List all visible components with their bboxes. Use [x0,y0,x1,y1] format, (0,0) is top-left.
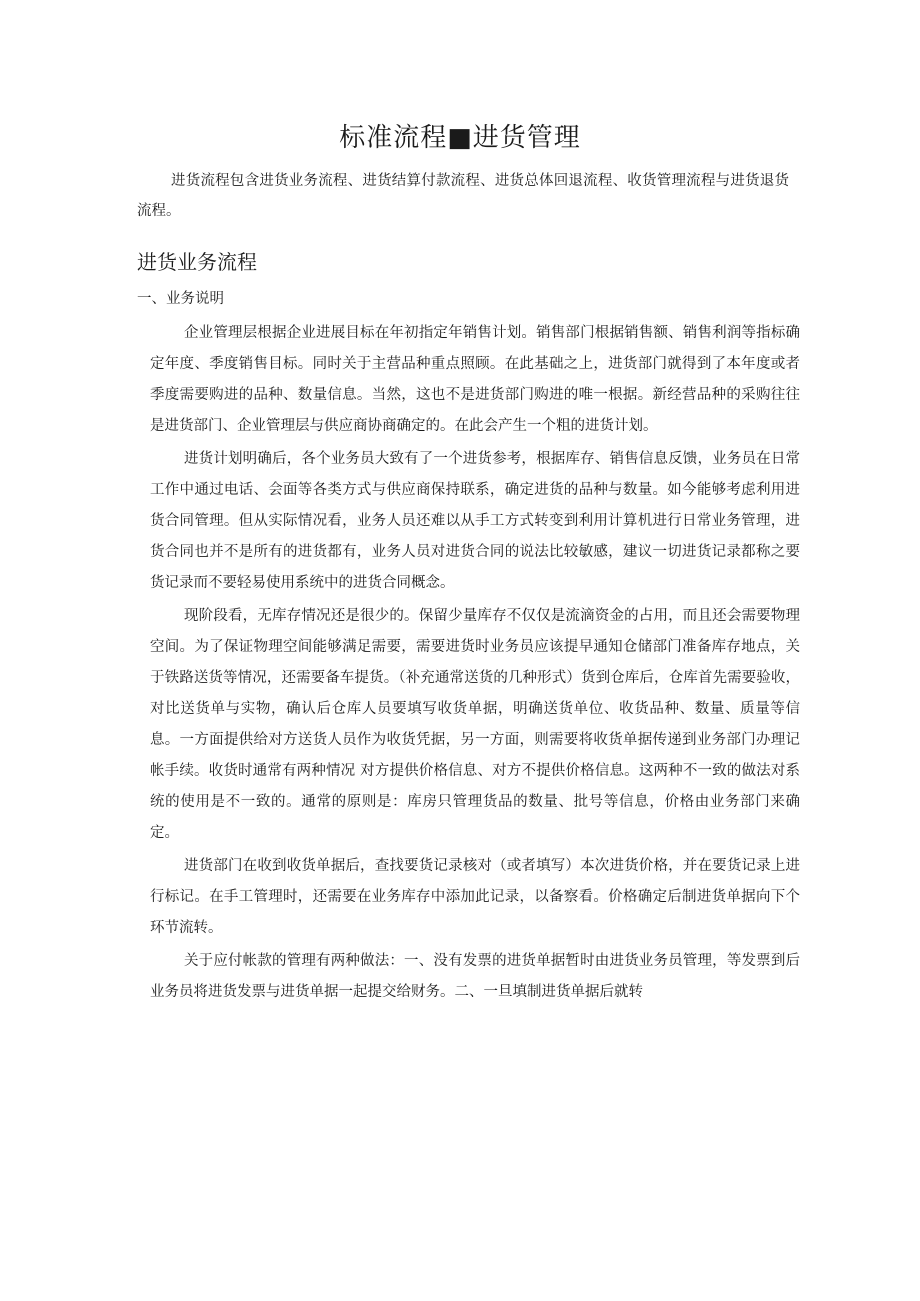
body-paragraph-4: 进货部门在收到收货单据后，查找要货记录核对（或者填写）本次进货价格，并在要货记录上进行标记。在手工管理时，还需要在业务库存中添加此记录，以备察看。价格确定后制进货单据向下个环节流转。 [150,858,800,936]
body-paragraph-5: 关于应付帐款的管理有两种做法：一、没有发票的进货单据暂时由进货业务员管理，等发票到后业务员将进货发票与进货单据一起提交给财务。二、一旦填制进货单据后就转 [150,953,800,1000]
body-paragraph-1: 企业管理层根据企业进展目标在年初指定年销售计划。销售部门根据销售额、销售利润等指标确定年度、季度销售目标。同时关于主营品种重点照顾。在此基础之上，进货部门就得到了本年度或者季度需要购进的品种、数量信息。当然，这也不是进货部门购进的唯一根据。新经营品种的采购往往是进货部门、企业管理层与供应商协商确定的。在此会产生一个粗的进货计划。 [150,325,800,434]
body-paragraph-3: 现阶段看，无库存情况还是很少的。保留少量库存不仅仅是流滴资金的占用，而且还会需要物理空间。为了保证物理空间能够满足需要，需要进货时业务员应该提早通知仓储部门准备库存地点，关于铁路送货等情况，还需要备车提货。（补充通常送货的几种形式）货到仓库后，仓库首先需要验收，对比送货单与实物，确认后仓库人员要填写收货单据，明确送货单位、收货品种、数量、质量等信息。一方面提供给对方送货人员作为收货凭据，另一方面，则需要将收货单据传递到业务部门办理记帐手续。收货时通常有两种情况 对方提供价格信息、对方不提供价格信息。这两种不一致的做法对系统的使用是不一致的。通常的原则是：库房只管理货品的数量、批号等信息，价格由业务部门来确定。 [150,608,800,841]
document-title: 标准流程■进货管理 [339,123,581,153]
subsection-heading: 一、业务说明 [137,291,224,307]
body-text [150,318,800,1010]
section-heading: 进货业务流程 [137,250,257,274]
intro-paragraph: 进货流程包含进货业务流程、进货结算付款流程、进货总体回退流程、收货管理流程与进货退货流程。 [137,173,789,219]
body-paragraph-2: 进货计划明确后，各个业务员大致有了一个进货参考，根据库存、销售信息反馈，业务员在日常工作中通过电话、会面等各类方式与供应商保持联系，确定进货的品种与数量。如今能够考虑利用进货合同管理。但从实际情况看，业务人员还难以从手工方式转变到利用计算机进行日常业务管理，进货合同也并不是所有的进货都有，业务人员对进货合同的说法比较敏感，建议一切进货记录都称之要货记录而不要轻易使用系统中的进货合同概念。 [150,451,800,591]
